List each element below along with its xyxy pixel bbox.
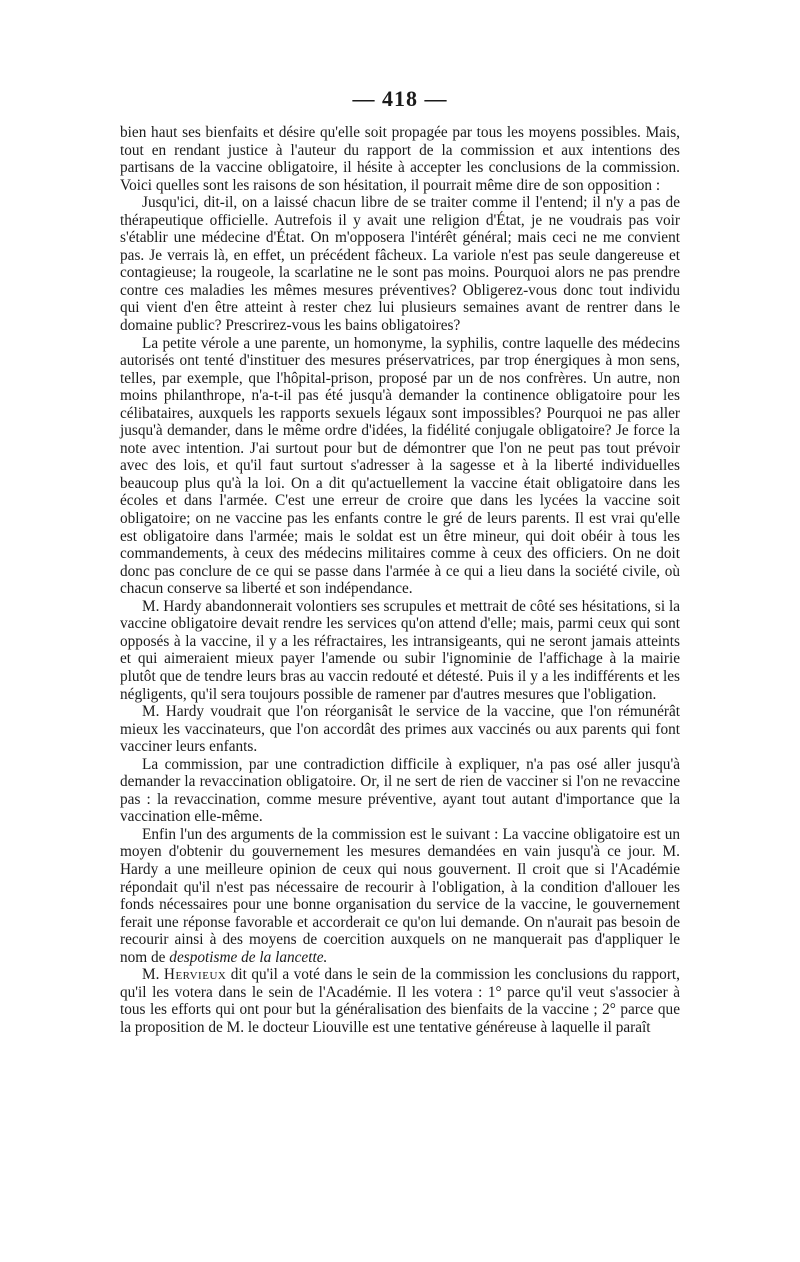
body-text bbox=[120, 124, 680, 1036]
paragraph-5: M. Hardy voudrait que l'on réorganisât le service de la vaccine, que l'on rémunérât mieux les vaccinateurs, que l'on accordât des primes aux vaccinés ou aux parents qui font vacciner leurs enfants. bbox=[120, 703, 680, 756]
paragraph-8-text: dit qu'il a voté dans le sein de la commission les conclusions du rapport, qu'il les votera dans le sein de l'Académie. Il les votera : 1° parce qu'il veut s'associer à tous les efforts qui ont pour but la généralisation des bienfaits de la vaccine ; 2° parce que la proposition de M. le docteur Liouville est une tentative généreuse à laquelle il paraît bbox=[120, 966, 681, 1036]
paragraph-4: M. Hardy abandonnerait volontiers ses scrupules et mettrait de côté ses hésitations, si la vaccine obligatoire devait rendre les services qu'on attend d'elle; mais, parmi ceux qui sont opposés à la vaccine, il y a les réfractaires, les intransigeants, qui ne seront jamais atteints et qui aimeraient mieux payer l'amende ou subir l'ignominie de l'affichage à la mairie plutôt que de tendre leurs bras au vaccin redouté et détesté. Puis il y a les indifférents et les négligents, qu'il sera toujours possible de ramener par d'autres mesures que l'obligation. bbox=[120, 597, 680, 703]
paragraph-8 bbox=[120, 966, 680, 1036]
page-number: — 418 — bbox=[352, 86, 448, 111]
paragraph-3: La petite vérole a une parente, un homonyme, la syphilis, contre laquelle des médecins autorisés ont tenté d'instituer des mesures préservatrices, par trop énergiques à mon sens, telles, par exemple, que l'hôpital-prison, proposé par un de nos confrères. Un autre, non moins philanthrope, n'a-t-il pas été jusqu'à demander la continence obligatoire pour les célibataires, auxquels les rapports sexuels légaux sont impossibles? Pourquoi ne pas aller jusqu'à demander, dans le même ordre d'idées, la fidélité conjugale obligatoire? Je force la note avec intention. J'ai surtout pour but de démontrer que l'on ne peut pas tout prévoir avec des lois, et qu'il faut surtout s'adresser à la sagesse et à la liberté individuelles beaucoup plus qu'à la loi. On a dit qu'actuellement la vaccine était obligatoire dans les écoles et dans l'armée. C'est une erreur de croire que dans les lycées la vaccine soit obligatoire; on ne vaccine pas les enfants contre le gré de leurs parents. Il est vrai qu'elle est obligatoire dans l'armée; mais le soldat est un être mineur, qui doit obéir à tous les commandements, à ceux des médecins militaires comme à ceux des officiers. On ne doit donc pas conclure de ce qui se passe dans l'armée à ce qui a lieu dans la société civile, où chacun conserve sa liberté et son indépendance. bbox=[120, 334, 680, 598]
paragraph-2: Jusqu'ici, dit-il, on a laissé chacun libre de se traiter comme il l'entend; il n'y a pas de thérapeutique officielle. Autrefois il y avait une religion d'État, je ne voudrais pas voir s'établir une médecine d'État. On m'opposera l'intérêt général; mais ceci ne me convient pas. Je verrais là, en effet, un précédent fâcheux. La variole n'est pas seule dangereuse et contagieuse; la rougeole, la scarlatine ne le sont pas moins. Pourquoi alors ne pas prendre contre ces maladies les mêmes mesures préventives? Obligerez-vous donc tout individu qui vient d'en être atteint à rester chez lui plusieurs semaines avant de rentrer dans le domaine public? Prescrirez-vous les bains obligatoires? bbox=[120, 194, 680, 335]
paragraph-8-prefix: M. bbox=[142, 966, 160, 984]
paragraph-1: bien haut ses bienfaits et désire qu'elle soit propagée par tous les moyens possibles. Mais, tout en rendant justice à l'auteur du rapport de la commission et aux intentions des partisans de la vaccine obligatoire, il hésite à accepter les conclusions de la commission. Voici quelles sont les raisons de son hésitation, il pourrait même dire de son opposition : bbox=[120, 124, 680, 194]
paragraph-6: La commission, par une contradiction difficile à expliquer, n'a pas osé aller jusqu'à demander la revaccination obligatoire. Or, il ne sert de rien de vacciner si l'on ne revaccine pas : la revaccination, comme mesure préventive, ayant tout autant d'importance que la vaccination elle-même. bbox=[120, 755, 680, 826]
speaker-name: Hervieux bbox=[163, 966, 227, 984]
paragraph-7-text: Enfin l'un des arguments de la commission est le suivant : La vaccine obligatoire est un moyen d'obtenir du gouvernement les mesures demandées en vain jusqu'à ce jour. M. Hardy a une meilleure opinion de ceux qui nous gouvernent. Il croit que si l'Académie répondait qu'il n'est pas nécessaire de recourir à l'obligation, à la condition d'allouer les fonds nécessaires pour une bonne organisation du service de la vaccine, le gouvernement ferait une réponse favorable et accorderait ce qu'on lui demande. On n'aurait pas besoin de recourir ainsi à des moyens de coercition auxquels on ne manquerait pas d'appliquer le nom de bbox=[120, 825, 680, 966]
italic-phrase: despotisme de la lancette. bbox=[169, 948, 328, 966]
paragraph-7 bbox=[120, 826, 680, 966]
